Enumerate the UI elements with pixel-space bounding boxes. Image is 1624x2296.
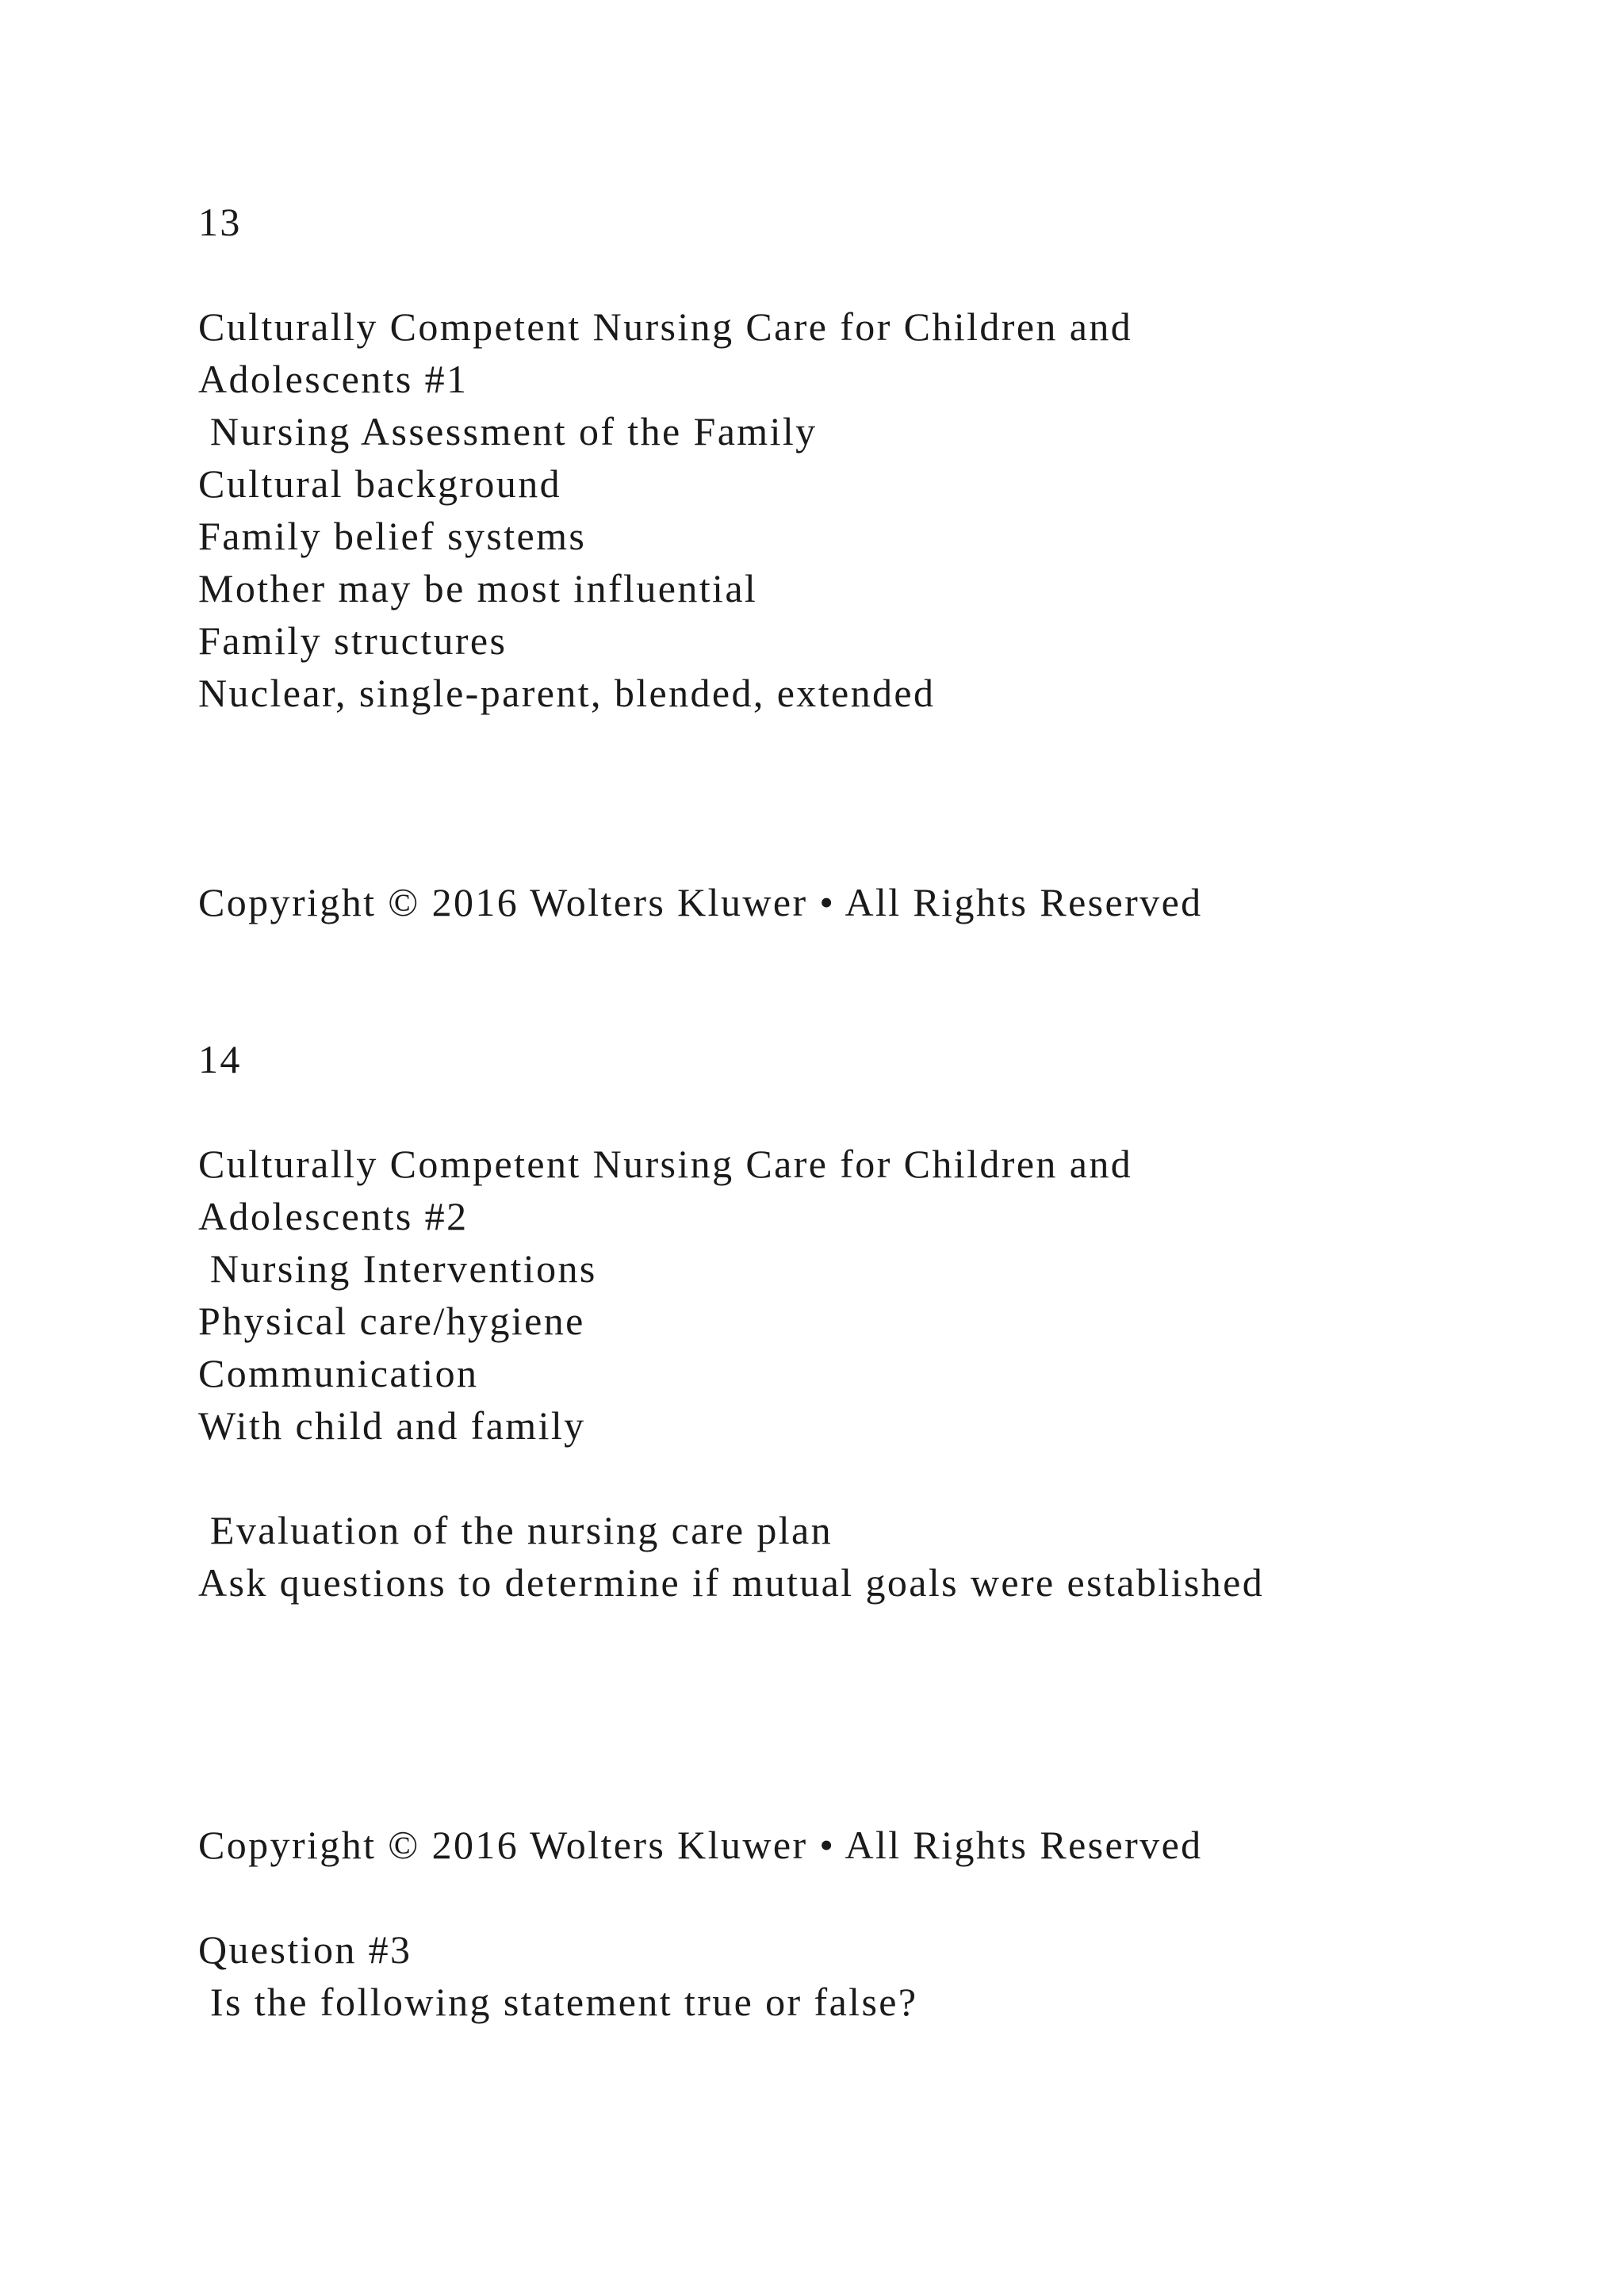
question-prompt: Is the following statement true or false? xyxy=(198,1980,918,2024)
copyright-notice: Copyright © 2016 Wolters Kluwer • All Rights Reserved xyxy=(198,1823,1203,1867)
section-heading: Nursing Assessment of the Family xyxy=(198,409,818,453)
list-item: Nuclear, single-parent, blended, extended xyxy=(198,671,936,715)
slide-title-line-1: Culturally Competent Nursing Care for Children and xyxy=(198,304,1133,349)
list-item: Mother may be most influential xyxy=(198,566,758,610)
slide-title-line-2: Adolescents #1 xyxy=(198,357,469,401)
section-heading: Evaluation of the nursing care plan xyxy=(198,1508,833,1552)
section-heading: Nursing Interventions xyxy=(198,1246,597,1291)
list-item: Ask questions to determine if mutual goals were established xyxy=(198,1560,1265,1605)
slide-number: 14 xyxy=(198,1037,242,1081)
slide-title-line-2: Adolescents #2 xyxy=(198,1194,469,1238)
list-item: Family structures xyxy=(198,618,508,663)
slide-title-line-1: Culturally Competent Nursing Care for Children and xyxy=(198,1142,1133,1186)
slide-number: 13 xyxy=(198,200,242,244)
copyright-notice: Copyright © 2016 Wolters Kluwer • All Rights Reserved xyxy=(198,880,1203,924)
list-item: With child and family xyxy=(198,1403,586,1448)
list-item: Family belief systems xyxy=(198,514,587,558)
list-item: Communication xyxy=(198,1351,479,1395)
list-item: Cultural background xyxy=(198,461,562,506)
question-title: Question #3 xyxy=(198,1927,412,1972)
list-item: Physical care/hygiene xyxy=(198,1299,585,1343)
